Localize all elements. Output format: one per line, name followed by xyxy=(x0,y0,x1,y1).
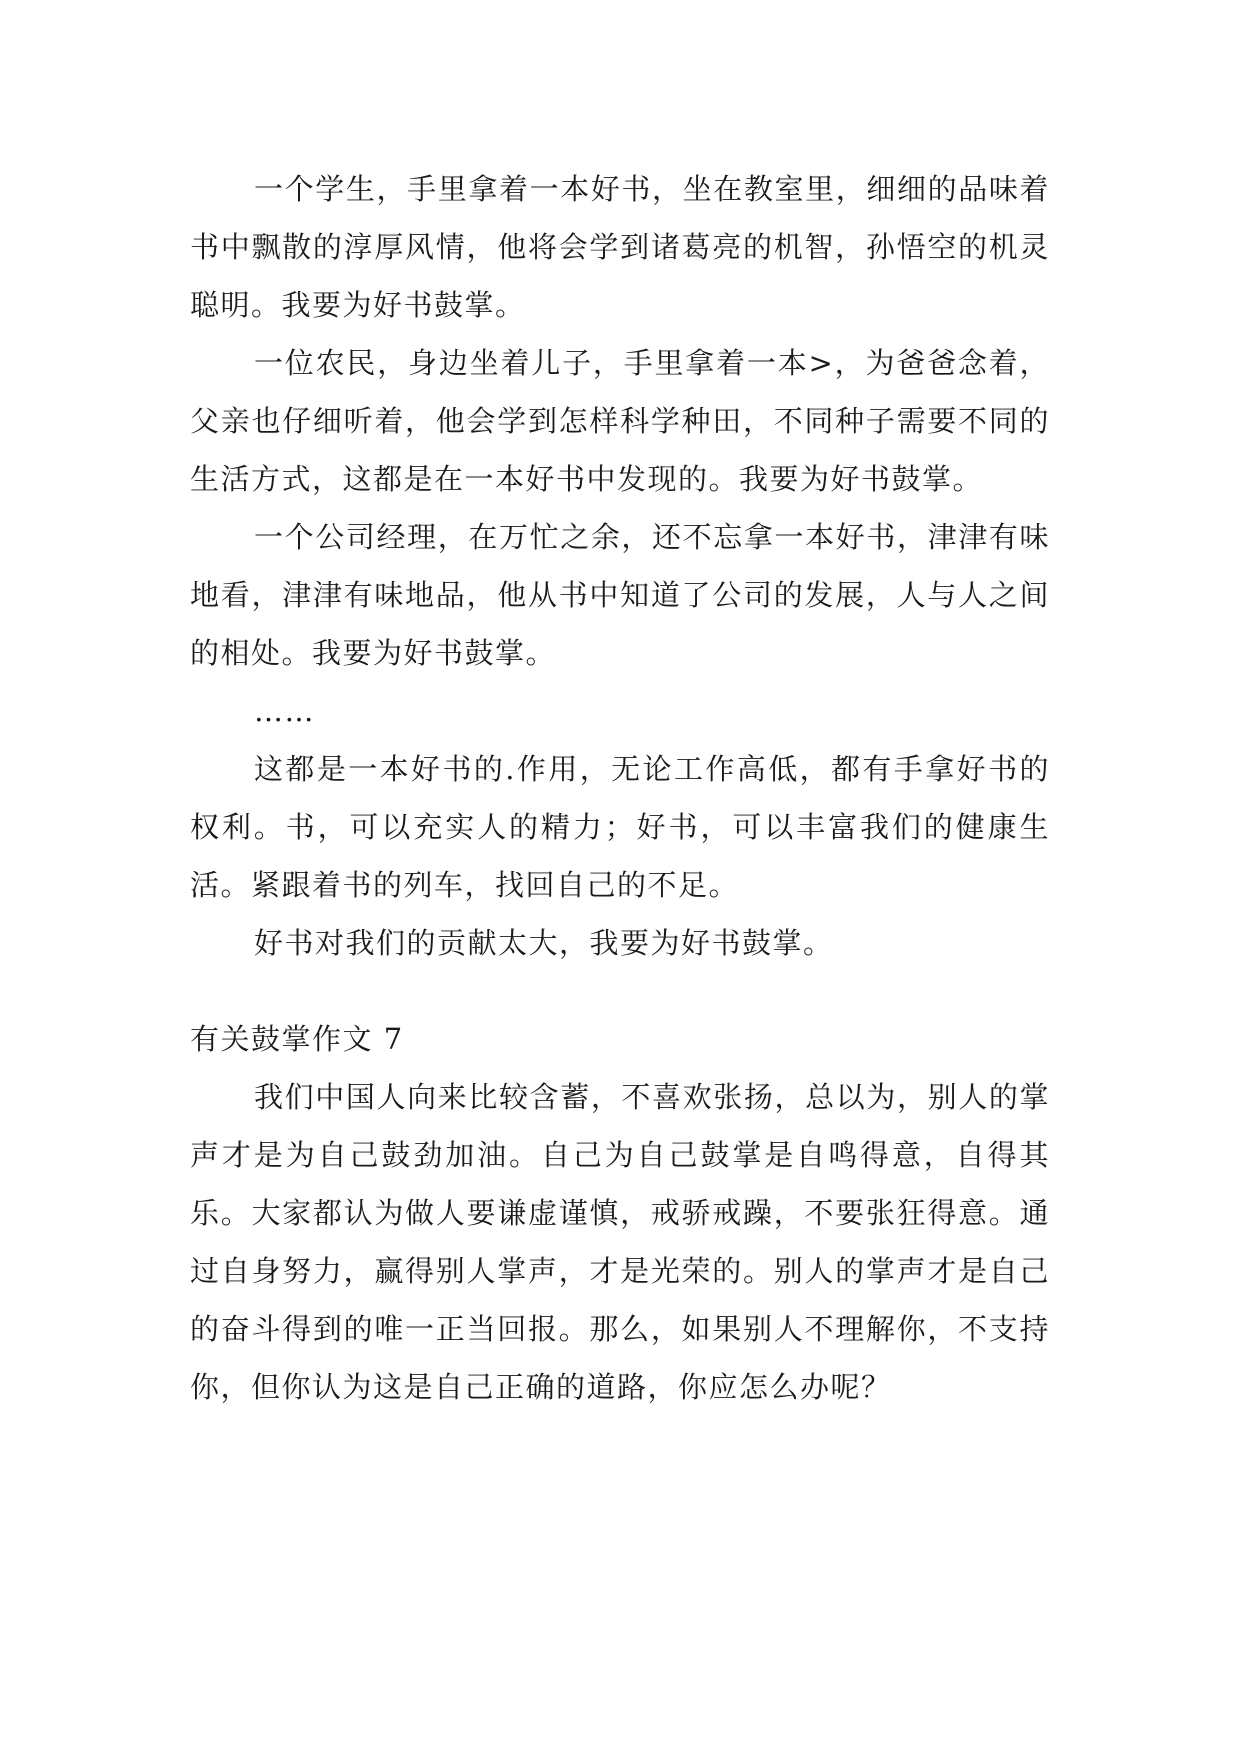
paragraph-summary: 这都是一本好书的.作用，无论工作高低，都有手拿好书的权利。书，可以充实人的精力；好书，可以丰富我们的健康生活。紧跟着书的列车，找回自己的不足。 xyxy=(190,752,1050,902)
paragraph-manager: 一个公司经理，在万忙之余，还不忘拿一本好书，津津有味地看，津津有味地品，他从书中知道了公司的发展，人与人之间的相处。我要为好书鼓掌。 xyxy=(190,520,1050,670)
paragraph-ellipsis: …… xyxy=(254,694,315,728)
paragraph-student: 一个学生，手里拿着一本好书，坐在教室里，细细的品味着书中飘散的淳厚风情，他将会学到诸葛亮的机智，孙悟空的机灵聪明。我要为好书鼓掌。 xyxy=(190,172,1050,322)
paragraph-conclusion: 好书对我们的贡献太大，我要为好书鼓掌。 xyxy=(254,926,834,960)
section-paragraph: 我们中国人向来比较含蓄，不喜欢张扬，总以为，别人的掌声才是为自己鼓劲加油。自己为自己鼓掌是自鸣得意，自得其乐。大家都认为做人要谦虚谨慎，戒骄戒躁，不要张狂得意。通过自身努力，赢得别人掌声，才是光荣的。别人的掌声才是自己的奋斗得到的唯一正当回报。那么，如果别人不理解你，不支持你，但你认为这是自己正确的道路，你应怎么办呢？ xyxy=(190,1080,1050,1404)
paragraph-farmer: 一位农民，身边坐着儿子，手里拿着一本>，为爸爸念着，父亲也仔细听着，他会学到怎样科学种田，不同种子需要不同的生活方式，这都是在一本好书中发现的。我要为好书鼓掌。 xyxy=(190,346,1050,496)
section-title: 有关鼓掌作文 7 xyxy=(190,1022,404,1056)
document-body xyxy=(190,160,1050,1416)
